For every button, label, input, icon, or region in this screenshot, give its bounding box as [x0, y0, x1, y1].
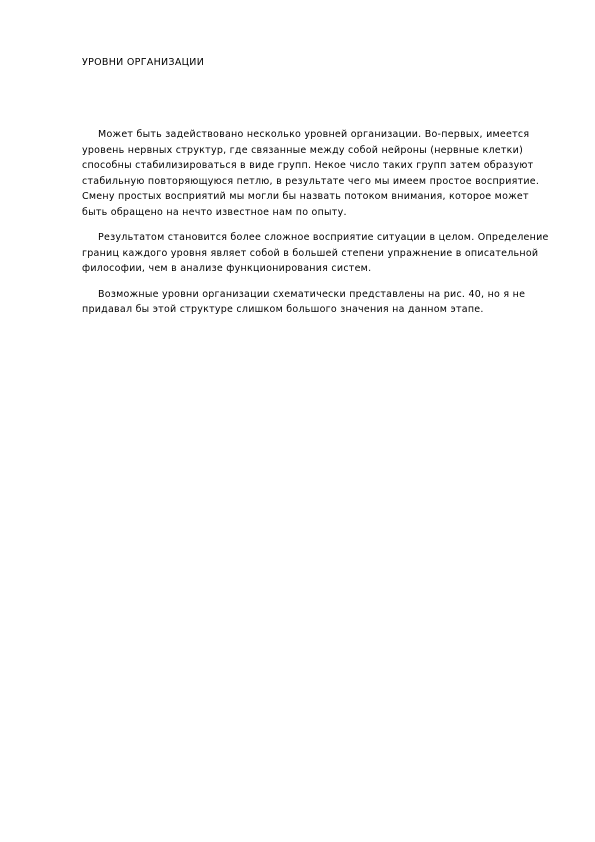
- paragraph-2: Результатом становится более сложное восприятие ситуации в целом. Определение границ каждого уровня являет собой в большей степени упражнение в описательной философии, чем в анализе функционирования систем.: [82, 232, 549, 274]
- paragraph-3: Возможные уровни организации схематически представлены на рис. 40, но я не придавал бы этой структуре слишком большого значения на данном этапе.: [82, 288, 526, 315]
- paragraph-1: Может быть задействовано несколько уровней организации. Во-первых, имеется уровень нервных структур, где связанные между собой нейроны (нервные клетки) способны стабилизироваться в виде групп. Некое число таких групп затем образуют стабильную повторяющуюся петлю, в результате чего мы имеем простое восприятие. Смену простых восприятий мы могли бы назвать потоком внимания, которое может быть обращено на нечто известное нам по опыту.: [82, 129, 540, 218]
- body-text: [82, 127, 552, 328]
- page-title: УРОВНИ ОРГАНИЗАЦИИ: [82, 57, 205, 68]
